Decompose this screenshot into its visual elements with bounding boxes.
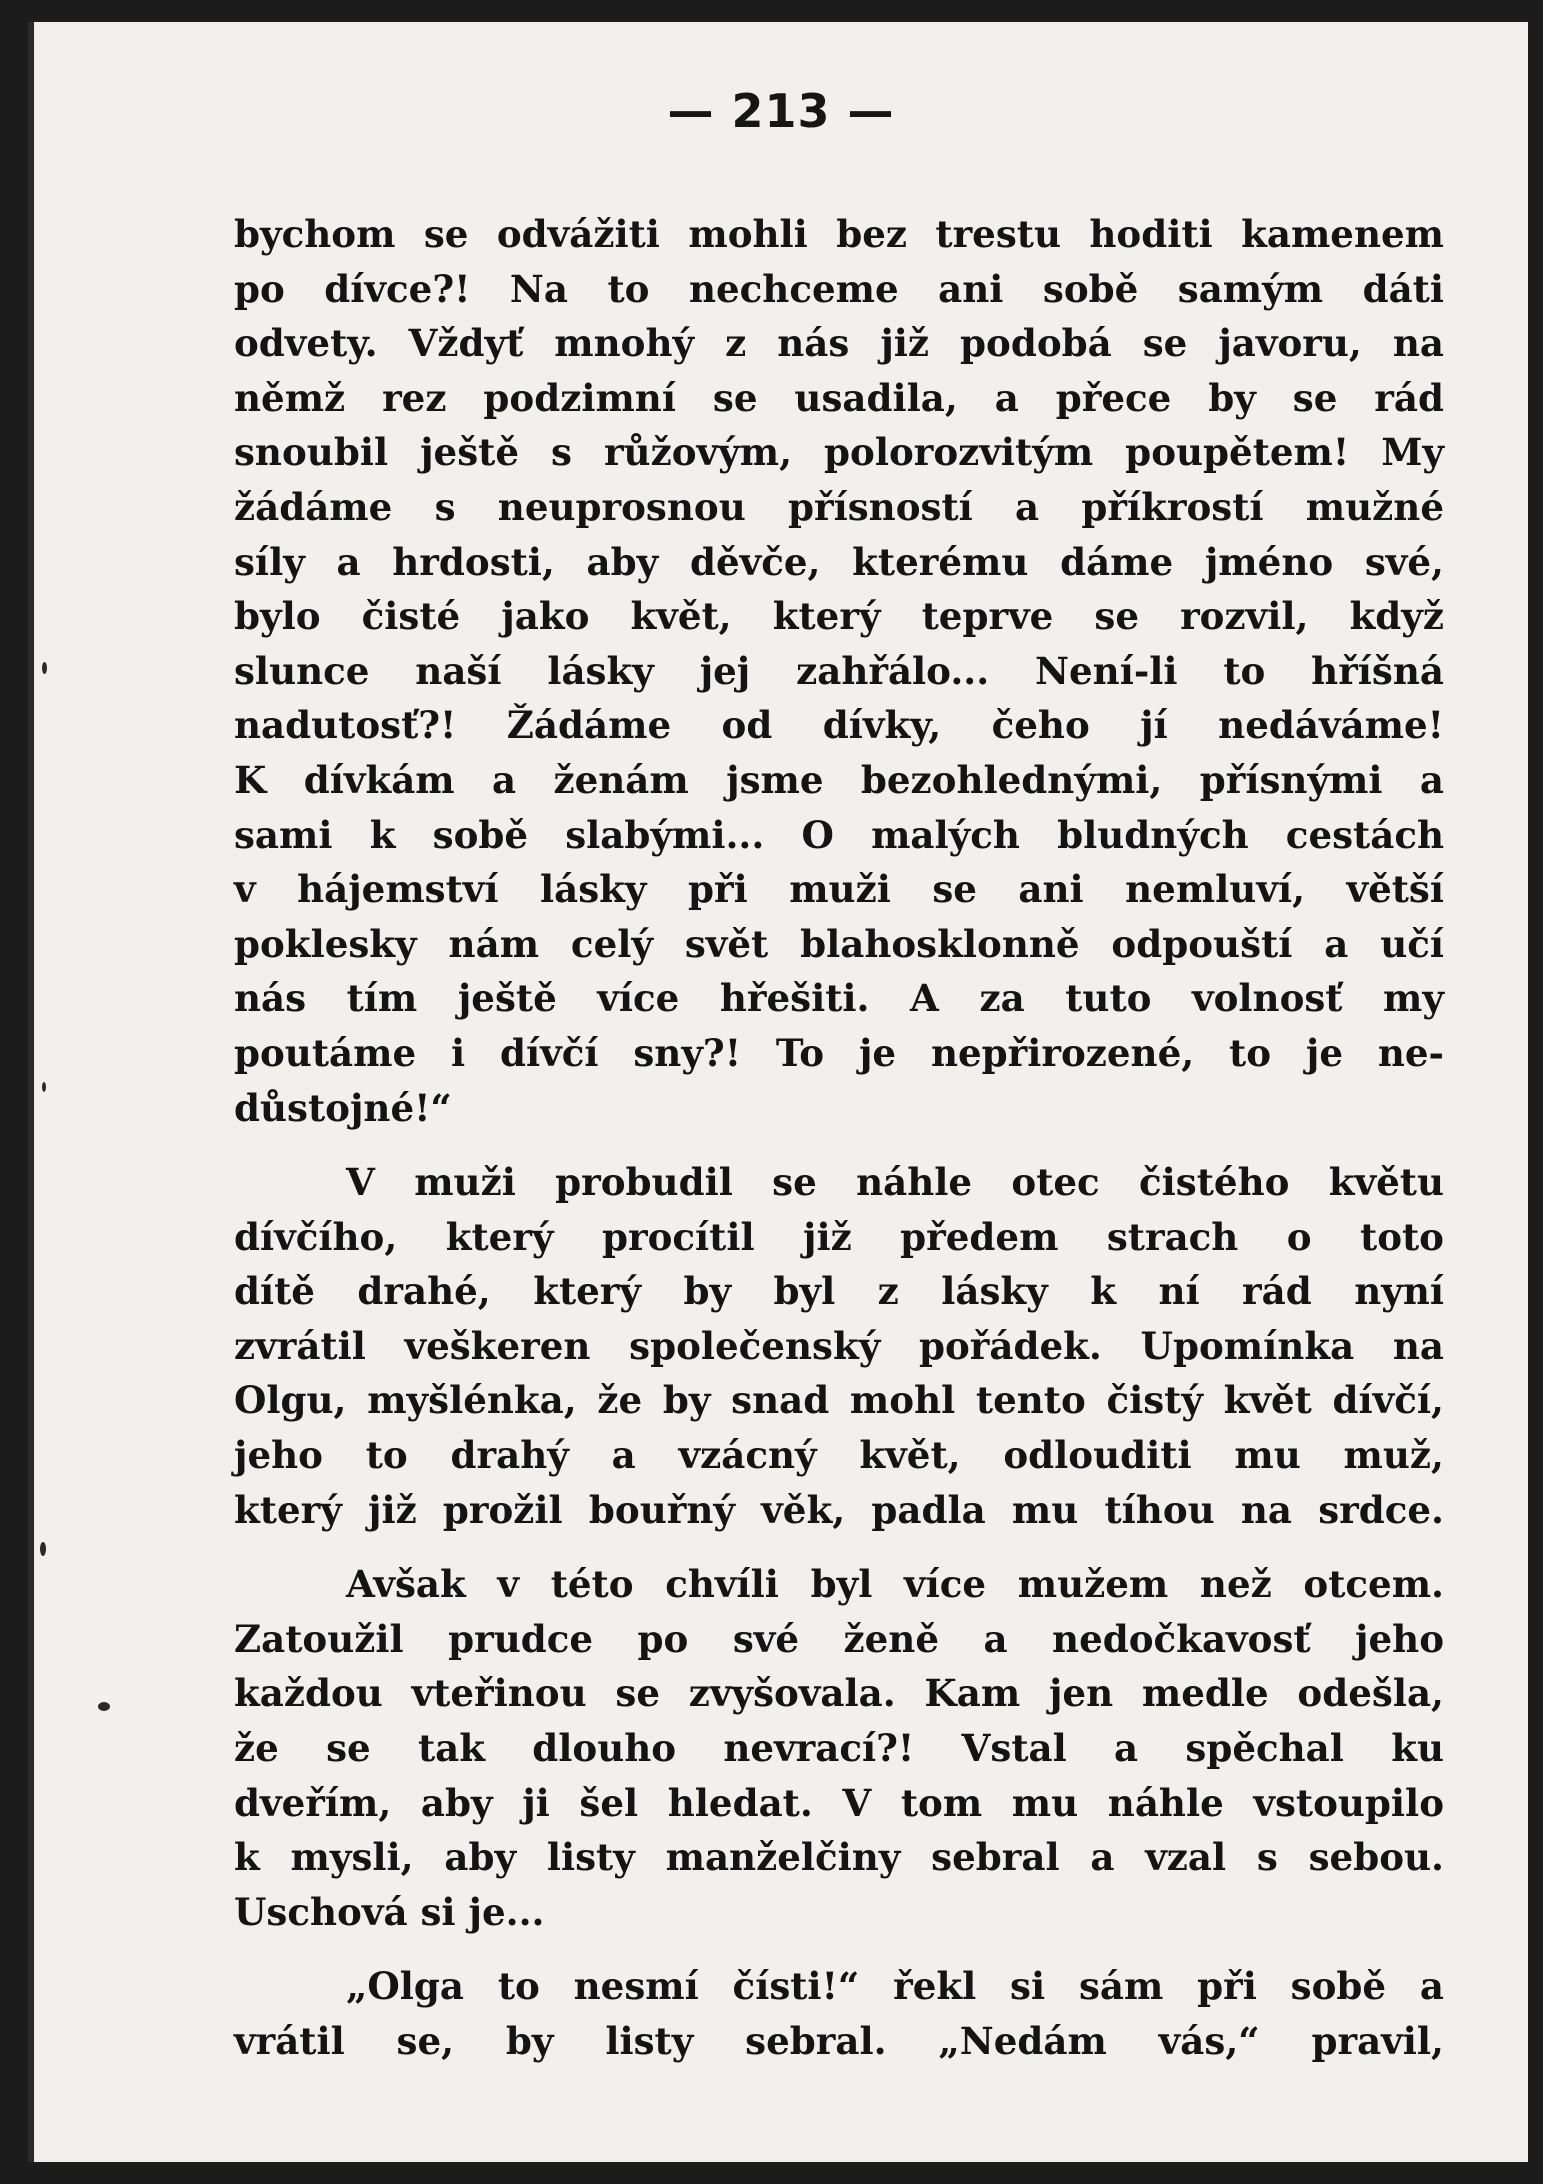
page-number: — 213 — <box>667 84 895 138</box>
text-line: dívčího, který procítil již předem strach o toto <box>234 1214 1444 1259</box>
text-line: „Olga to nesmí čísti!“ řekl si sám při sobě a <box>346 1964 1444 2009</box>
text-line: každou vteřinou se zvyšovala. Kam jen medle odešla, <box>234 1671 1444 1716</box>
text-line: vrátil se, by listy sebral. „Nedám vás,“ pravil, <box>234 2019 1444 2063</box>
text-line: bychom se odvážiti mohli bez trestu hoditi kamenem <box>234 212 1444 256</box>
text-line: síly a hrdosti, aby děvče, kterému dáme jméno své, <box>234 539 1444 584</box>
text-line: Olgu, myšlénka, že by snad mohl tento čistý květ dívčí, <box>234 1378 1444 1423</box>
paragraph-4 <box>234 1959 1444 2068</box>
text-line: slunce naší lásky jej zahřálo... Není-li to hříšná <box>234 648 1444 693</box>
paragraph-3 <box>234 1557 1444 1939</box>
text-line: který již prožil bouřný věk, padla mu tíhou na srdce. <box>234 1487 1444 1532</box>
text-line: Avšak v této chvíli byl více mužem než otcem. <box>346 1562 1444 1607</box>
text-line: poklesky nám celý svět blahosklonně odpouští a učí <box>234 921 1444 966</box>
text-line: němž rez podzimní se usadila, a přece by se rád <box>234 375 1444 420</box>
text-line: dítě drahé, který by byl z lásky k ní rád nyní <box>234 1269 1444 1314</box>
text-line: v hájemství lásky při muži se ani nemluví, větší <box>234 867 1444 912</box>
text-line: po dívce?! Na to nechceme ani sobě samým dáti <box>234 266 1444 311</box>
paper-speck <box>98 1702 110 1711</box>
text-line: V muži probudil se náhle otec čistého květu <box>346 1160 1444 1205</box>
paper-speck <box>42 662 47 674</box>
text-line: nás tím ještě více hřešiti. A za tuto volnosť my <box>234 976 1444 1021</box>
text-line: zvrátil veškeren společenský pořádek. Upomínka na <box>234 1323 1444 1368</box>
text-line: žádáme s neuprosnou přísností a příkrostí mužné <box>234 484 1444 529</box>
text-line: důstojné!“ <box>234 1085 452 1130</box>
page-text <box>234 207 1444 2069</box>
paper-speck <box>42 1082 46 1092</box>
book-page <box>28 22 1528 2162</box>
paper-speck <box>40 1542 46 1556</box>
text-line: bylo čisté jako květ, který teprve se rozvil, když <box>234 594 1444 639</box>
text-line: nadutosť?! Žádáme od dívky, čeho jí nedáváme! <box>234 703 1444 748</box>
text-line: dveřím, aby ji šel hledat. V tom mu náhle vstoupilo <box>234 1780 1444 1825</box>
paragraph-2 <box>234 1155 1444 1537</box>
text-line: snoubil ještě s růžovým, polorozvitým poupětem! My <box>234 430 1444 475</box>
text-line: Uschová si je... <box>234 1889 545 1934</box>
text-line: odvety. Vždyť mnohý z nás již podobá se javoru, na <box>234 321 1444 366</box>
paragraph-1 <box>234 207 1444 1135</box>
text-line: poutáme i dívčí sny?! To je nepřirozené, to je ne- <box>234 1030 1444 1075</box>
text-line: k mysli, aby listy manželčiny sebral a vzal s sebou. <box>234 1835 1444 1880</box>
text-line: K dívkám a ženám jsme bezohlednými, přísnými a <box>234 757 1444 802</box>
text-line: jeho to drahý a vzácný květ, odlouditi mu muž, <box>234 1433 1444 1478</box>
text-line: sami k sobě slabými... O malých bludných cestách <box>234 812 1444 857</box>
text-line: Zatoužil prudce po své ženě a nedočkavosť jeho <box>234 1616 1444 1661</box>
text-line: že se tak dlouho nevrací?! Vstal a spěchal ku <box>234 1726 1444 1771</box>
